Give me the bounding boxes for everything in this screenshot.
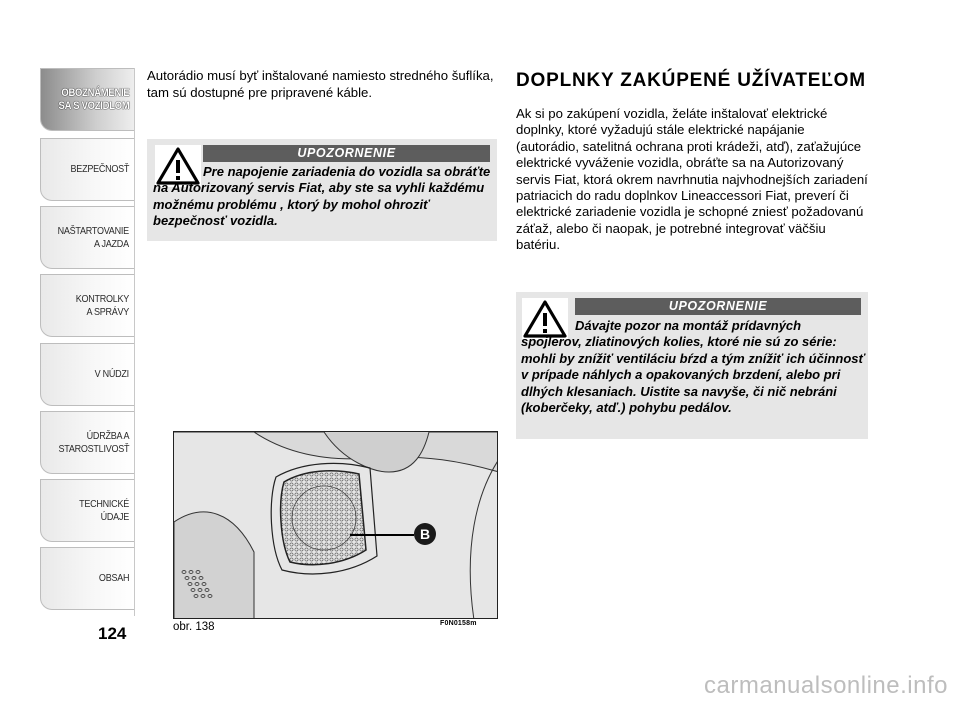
- figure-marker-b: B: [414, 523, 436, 545]
- figure-code: F0N0158m: [440, 620, 477, 627]
- tab-label: BEZPEČNOSŤ: [70, 163, 129, 175]
- tab-label: OBSAH: [98, 572, 129, 584]
- warning-banner: UPOZORNENIE: [203, 145, 490, 162]
- tab-udrzba[interactable]: [40, 411, 134, 474]
- tab-label: V NÚDZI: [94, 368, 129, 380]
- section-body: Ak si po zakúpení vozidla, želáte inštalovať elektrické doplnky, ktoré vyžadujú stále elektrické napájanie (autorádio, satelitná ochrana proti krádeži, atď), zaťažujúce elektrické vyváženie vozidla, obráťte sa na Autorizovaný servis Fiat, ktorá okrem navrhnutia najvhodnejších zariadení patriacich do radu doplnkov Lineaccessori Fiat, preverí či elektrické zariadenie vozidla je schopné zniesť požadovanú záťaž, alebo či naopak, je potrebné integrovať väčšiu batériu.: [516, 106, 868, 253]
- tab-obsah[interactable]: [40, 547, 134, 610]
- warning-box-right: [516, 292, 868, 439]
- vent-illustration: [174, 432, 498, 619]
- tab-nastartovanie[interactable]: [40, 206, 134, 269]
- tab-label: OBOZNÁMENIE SA S VOZIDLOM: [58, 86, 129, 112]
- tab-technicke-udaje[interactable]: [40, 479, 134, 542]
- tab-label: KONTROLKY A SPRÁVY: [75, 292, 129, 318]
- figure-dashboard-vent: [173, 431, 498, 619]
- figure-caption: obr. 138: [173, 621, 215, 633]
- warning-box-left: [147, 139, 497, 241]
- section-heading: DOPLNKY ZAKÚPENÉ UŽÍVATEĽOM: [516, 70, 866, 91]
- watermark: carmanualsonline.info: [704, 672, 948, 699]
- tab-v-nudzi[interactable]: [40, 343, 134, 406]
- tab-kontrolky[interactable]: [40, 274, 134, 337]
- warning-banner: UPOZORNENIE: [575, 298, 861, 315]
- tab-label: NAŠTARTOVANIE A JAZDA: [57, 224, 129, 250]
- tab-label: TECHNICKÉ ÚDAJE: [79, 497, 129, 523]
- tab-oboznamenie[interactable]: [40, 68, 134, 131]
- sidebar-divider: [134, 68, 135, 616]
- warning-text: Pre napojenie zariadenia do vozidla sa obráťte na Autorizovaný servis Fiat, aby ste sa vyhli každému možnému problému , ktorý by mohol ohroziť bezpečnosť vozidla.: [153, 164, 491, 229]
- tab-bezpecnost[interactable]: [40, 138, 134, 201]
- tab-label: ÚDRŽBA A STAROSTLIVOSŤ: [58, 429, 129, 455]
- page-number: 124: [98, 624, 127, 643]
- intro-paragraph: Autorádio musí byť inštalované namiesto stredného šuflíka, tam sú dostupné pre pripravené káble.: [147, 68, 494, 100]
- warning-text: Dávajte pozor na montáž prídavných spojlerov, zliatinových kolies, ktoré nie sú zo série: mohli by znížiť ventiláciu bŕzd a tým znížiť ich účinnosť v prípade náhlych a opakovaných brzdení, alebo pri dlhých klesaniach. Uistite sa navyše, či nič nebráni (koberčeky, atď.) pohybu pedálov.: [521, 318, 865, 416]
